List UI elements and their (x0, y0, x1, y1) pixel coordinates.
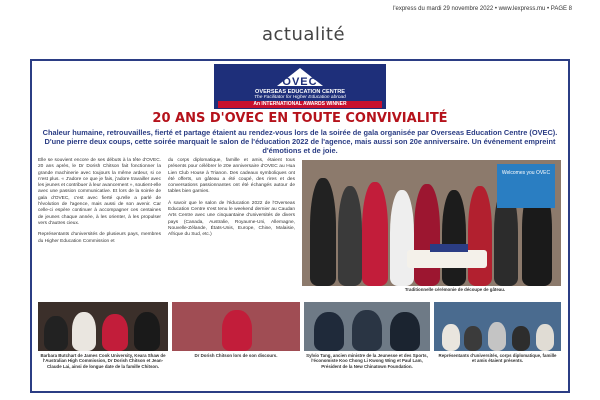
person-figure (222, 310, 252, 351)
masthead-line: l'express du mardi 29 novembre 2022 • www.lexpress.mu • PAGE 8 (393, 6, 572, 12)
person-figure (442, 190, 466, 286)
ovec-logo (214, 64, 386, 109)
paragraph: du corps diplomatique, famille et amis, étaient tous présents pour célébrer le 20e anniversaire d'OVEC au Hua Lien Club House à Trianon. Des cadeaux symboliques ont été offerts, un gâteau a été coupé, des rires et des conversations passionnantes ont été échangés autour de tables bien garnies. (168, 158, 295, 195)
person-figure (442, 324, 460, 351)
person-figure (464, 326, 482, 351)
speech-caption: Dr Dorish Chitson lors de son discours. (194, 353, 278, 358)
person-figure (390, 190, 414, 286)
paragraph: À savoir que le salon de l'éducation 2022 de l'Overseas Education Centre s'est tenu le weekend dernier au Caudan Arts Centre avec une cinquantaine d'universités de divers pays (Canada, Australie, Royaume-Uni, Allemagne, Nouvelle-Zélande, États-Unis, Europe, Chine, Malaisie, Afrique du Sud, etc.) (168, 200, 295, 238)
person-figure (44, 316, 68, 351)
person-figure (134, 312, 160, 351)
article-column-1 (38, 158, 161, 250)
audience-photo (434, 302, 561, 351)
person-figure (314, 312, 344, 351)
article-headline: 20 ANS D'OVEC EN TOUTE CONVIVIALITÉ (152, 111, 448, 126)
person-figure (468, 186, 492, 286)
dignitaries-caption: Sylvio Tang, ancien ministre de la Jeunesse et des Sports, l'économiste Koo Chong Li Kwong Wing et Paul Lam, Président de la New Chinatown Foundation. (306, 353, 428, 369)
person-figure (390, 312, 420, 351)
cake (407, 250, 487, 268)
person-figure (414, 184, 440, 286)
guests-photo (38, 302, 168, 351)
person-figure (536, 324, 554, 351)
person-figure (512, 326, 530, 351)
logo-name: OVERSEAS EDUCATION CENTRE (254, 89, 346, 95)
person-figure (102, 314, 128, 351)
dignitaries-photo (304, 302, 430, 351)
person-figure (352, 310, 382, 351)
article-standfirst: Chaleur humaine, retrouvailles, fierté et partage étaient au rendez-vous lors de la soirée de gala organisée par Overseas Education Centre (OVEC). D'une pierre deux coups, cette soirée marquait le salon de l'éducation 2022 de l'agence, mais aussi son 20e anniversaire. Un événement empreint d'émotions et de joie. (42, 128, 558, 155)
logo-tagline: The Facilitator for Higher Education abroad (254, 95, 346, 100)
person-figure (310, 178, 336, 286)
cake-topper (430, 244, 468, 252)
person-figure (72, 312, 96, 351)
masthead (0, 0, 600, 54)
person-figure (338, 186, 362, 286)
cake-cutting-photo (302, 160, 561, 286)
welcome-banner: Welcomes you OVEC (497, 164, 555, 208)
article-column-2 (168, 158, 295, 244)
section-title: actualité (262, 24, 346, 45)
logo-award: An INTERNATIONAL AWARDS WINNER (218, 101, 382, 108)
speech-photo (172, 302, 300, 351)
audience-caption: Représentants d'universités, corps diplomatique, famille et amis étaient présents. (438, 353, 557, 364)
paragraph: Représentants d'universités de plusieurs pays, membres du Higher Education Commission et (38, 232, 161, 244)
person-figure (362, 182, 388, 286)
logo-word: OVEC (282, 76, 318, 88)
guests-caption: Barbara Butchart de James Cook University, Keara Shaw de l'Australian High Commission, Dr Dorish Chitson et Jean-Claude Lai, ainsi de longue date de la famille Chitson. (40, 353, 166, 369)
main-photo-caption: Traditionnelle cérémonie de découpe de gâteau. (404, 287, 506, 292)
paragraph: Elle se souvient encore de ses débuts à la tête d'OVEC. 20 ans après, le Dr Dorish Chitson fait fonctionner la grande machinerie avec toujours la même ardeur, si ce n'est plus. « J'adore ce que je fais, j'adore travailler avec les jeunes et contribuer à leur avancement », soutient-elle avec une passion communicative. Et lors de la soirée de gala d'OVEC, c'est avec fierté qu'elle a parlé de l'évolution de l'agence, mais aussi de son avenir. Car celle-ci espère continuer à accompagner ces centaines de jeunes chaque année, à les orienter, à les propulser vers d'autres cieux. (38, 158, 161, 226)
person-figure (488, 322, 506, 351)
